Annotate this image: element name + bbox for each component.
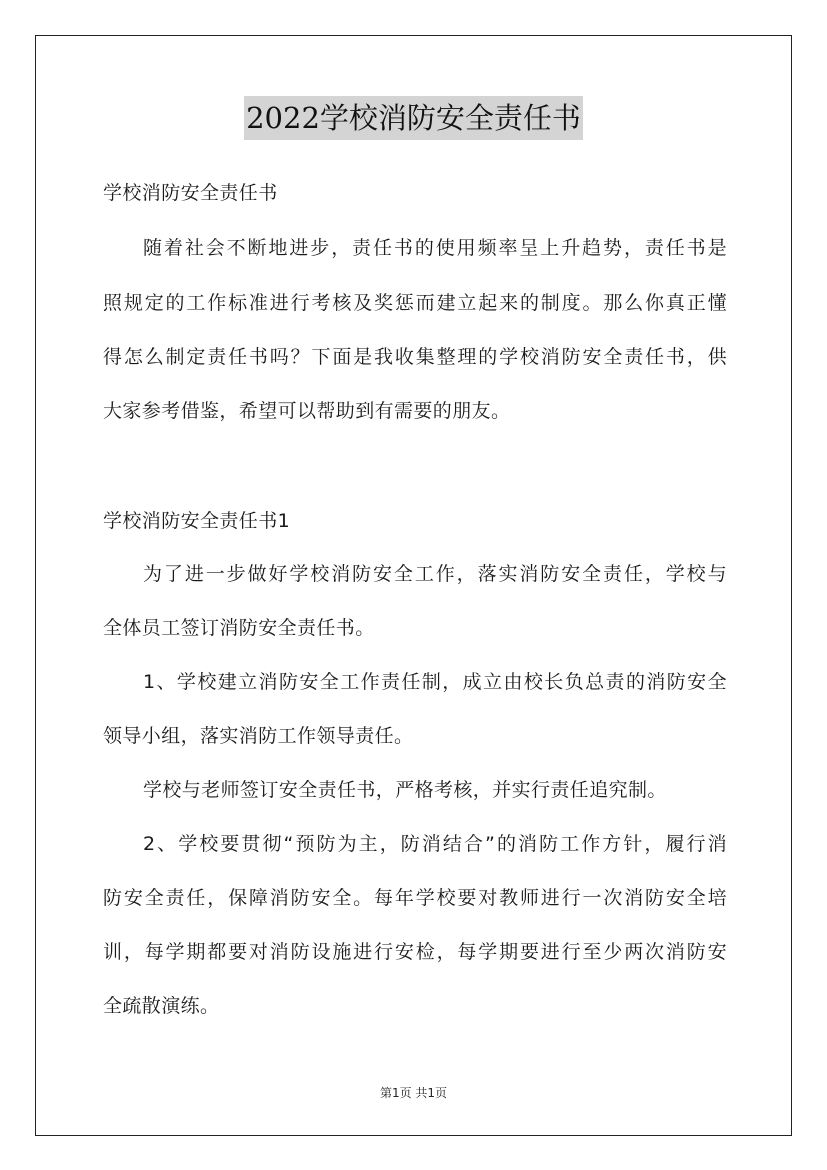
section1-line-7: 防安全责任，保障消防安全。每年学校要对教师进行一次消防安全培	[103, 887, 727, 909]
intro-line-4: 大家参考借鉴，希望可以帮助到有需要的朋友。	[103, 400, 511, 422]
section1-line-9: 全疏散演练。	[103, 995, 220, 1017]
section1-line-5: 学校与老师签订安全责任书，严格考核，并实行责任追究制。	[143, 779, 667, 801]
intro-line-2: 照规定的工作标准进行考核及奖惩而建立起来的制度。那么你真正懂	[103, 292, 727, 314]
intro-line-1: 随着社会不断地进步，责任书的使用频率呈上升趋势，责任书是	[143, 237, 727, 259]
intro-line-3: 得怎么制定责任书吗？下面是我收集整理的学校消防安全责任书，供	[103, 346, 727, 368]
section1-line-8: 训，每学期都要对消防设施进行安检，每学期要进行至少两次消防安	[103, 941, 727, 963]
page-footer: 第1页 共1页	[379, 1086, 448, 1100]
section1-line-2: 全体员工签订消防安全责任书。	[103, 617, 375, 639]
section1-line-3: 1、学校建立消防安全工作责任制，成立由校长负总责的消防安全	[143, 671, 727, 693]
document-title: 2022学校消防安全责任书	[244, 96, 583, 140]
section1-line-1: 为了进一步做好学校消防安全工作，落实消防安全责任，学校与	[143, 563, 727, 585]
section1-heading: 学校消防安全责任书1	[103, 510, 291, 532]
subheading: 学校消防安全责任书	[103, 182, 278, 204]
section1-line-4: 领导小组，落实消防工作领导责任。	[103, 725, 414, 747]
title-container	[0, 96, 827, 140]
section1-line-6: 2、学校要贯彻“预防为主，防消结合”的消防工作方针，履行消	[143, 833, 727, 855]
